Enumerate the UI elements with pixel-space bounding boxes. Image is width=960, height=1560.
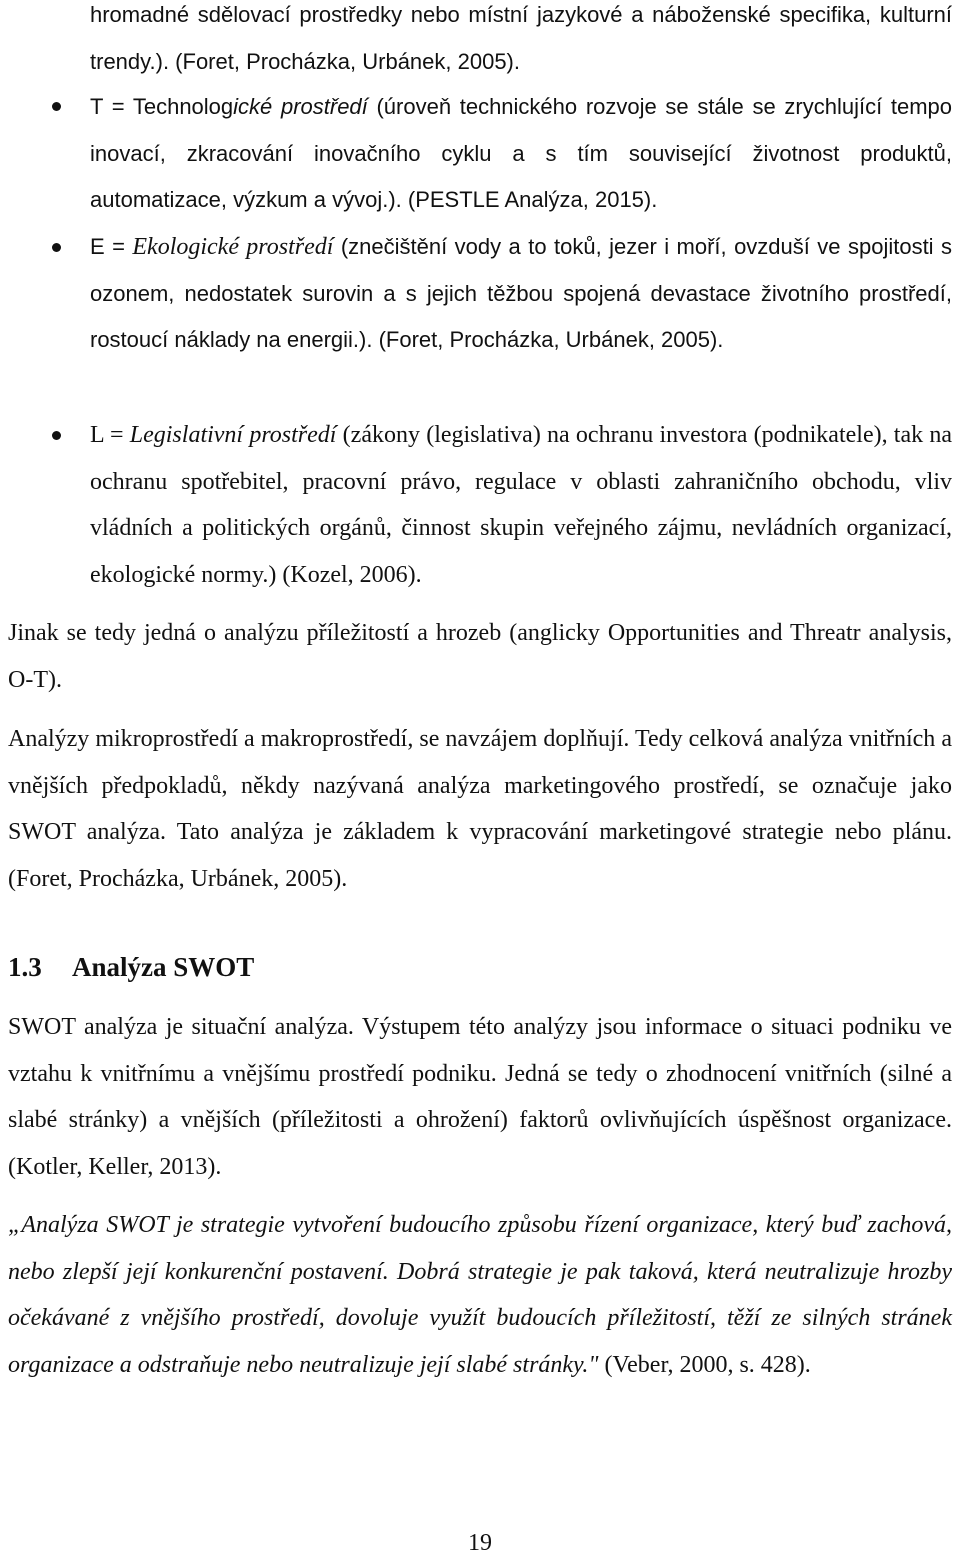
bullet-continuation-text: hromadné sdělovací prostředky nebo místní jazykové a náboženské specifika, kulturní trendy.). (Foret, Procházka, Urbánek, 2005).: [90, 2, 952, 74]
quote-citation: (Veber, 2000, s. 428).: [598, 1351, 811, 1378]
bullet-ecology-text: (znečištění vody a to toků, jezer i moří, ovzduší ve spojitosti s ozonem, nedostatek surovin a s jejich těžbou spojená devastace životního prostředí, rostoucí náklady na energii.). (Foret, Procházka, Urbánek, 2005).: [90, 234, 952, 352]
paragraph-micro-macro: [8, 716, 952, 902]
paragraph-opportunities-threats: [8, 610, 952, 703]
bullet-continuation: [90, 0, 952, 85]
quote-text: „Analýza SWOT je strategie vytvoření budoucího způsobu řízení organizace, který buď zachová, nebo zlepší její konkurenční postavení. Dobrá strategie je pak taková, která neutralizuje hrozby očekávané z vnějšího prostředí, dovoluje využít budoucích příležitostí, těží ze silných stránek organizace a odstraňuje nebo neutralizuje její slabé stránky.": [8, 1212, 952, 1378]
bullet-technology-prefix: T = Technolog: [90, 94, 234, 119]
bullet-dot: [52, 102, 61, 111]
bullet-ecology-prefix: E =: [90, 234, 133, 259]
bullet-dot: [52, 243, 61, 252]
paragraph-swot-definition-text: SWOT analýza je situační analýza. Výstupem této analýzy jsou informace o situaci podniku ve vztahu k vnitřnímu a vnějšímu prostředí podniku. Jedná se tedy o zhodnocení vnitřních (silné a slabé stránky) a vnějších (příležitosti a ohrožení) faktorů ovlivňujících úspěšnost organizace. (Kotler, Keller, 2013).: [8, 1014, 952, 1180]
paragraph-micro-macro-text: Analýzy mikroprostředí a makroprostředí, se navzájem doplňují. Tedy celková analýza vnitřních a vnějších předpokladů, někdy nazývaná analýza marketingového prostředí, se označuje jako SWOT analýza. Tato analýza je základem k vypracování marketingové strategie nebo plánu. (Foret, Procházka, Urbánek, 2005).: [8, 726, 952, 892]
bullet-legislation-text: (zákony (legislativa) na ochranu investora (podnikatele), tak na ochranu spotřebitel, pracovní právo, regulace v oblasti zahraničního obchodu, vliv vládních a politických orgánů, činnost skupin veřejného zájmu, nevládních organizací, ekologické normy.) (Kozel, 2006).: [90, 422, 953, 588]
section-number: 1.3: [8, 952, 42, 982]
document-page: [8, 0, 952, 1560]
bullet-ecology-term: Ekologické prostředí: [132, 234, 334, 260]
bullet-legislation: [90, 412, 952, 598]
page-number: 19: [468, 1530, 492, 1556]
bullet-dot: [52, 431, 61, 440]
bullet-legislation-prefix: L =: [90, 422, 130, 448]
paragraph-quote: [8, 1202, 952, 1388]
bullet-technology-text: (úroveň technického rozvoje se stále se zrychlující tempo inovací, zkracování inovačního cyklu a s tím související životnost produktů, automatizace, výzkum a vývoj.). (PESTLE Analýza, 2015).: [90, 94, 952, 212]
bullet-technology: [90, 84, 952, 224]
bullet-legislation-term: Legislativní prostředí: [129, 422, 337, 448]
bullet-technology-term: ické prostředí: [233, 94, 368, 119]
bullet-ecology: [90, 224, 952, 364]
section-heading: [8, 944, 254, 990]
section-title: Analýza SWOT: [72, 952, 255, 982]
paragraph-opportunities-threats-text: Jinak se tedy jedná o analýzu příležitostí a hrozeb (anglicky Opportunities and Threatr analysis, O-T).: [8, 620, 952, 693]
paragraph-swot-definition: [8, 1004, 952, 1190]
